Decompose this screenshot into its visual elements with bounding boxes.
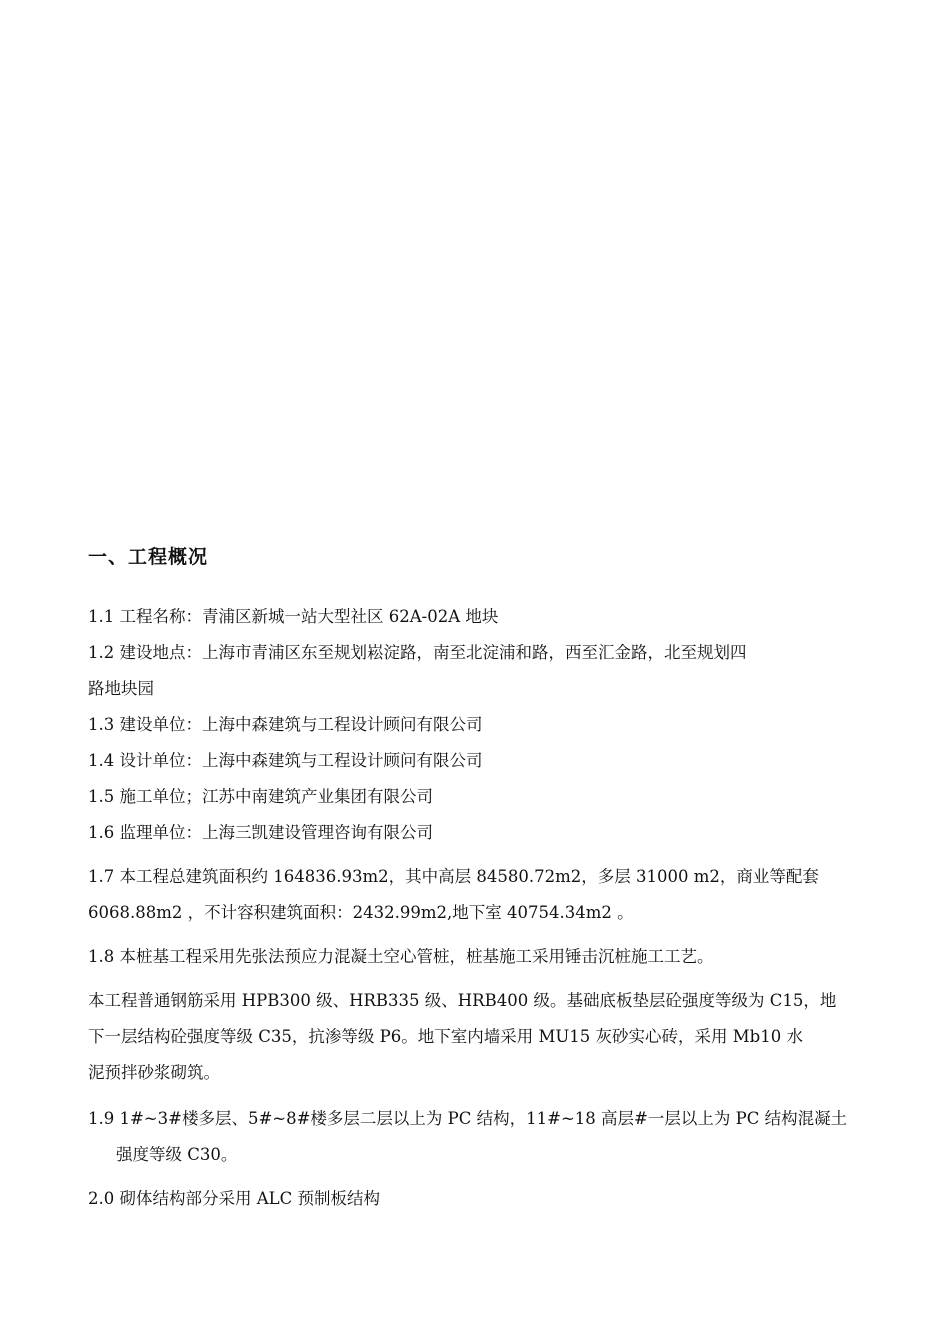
site-location-continued-line: 路地块园: [88, 679, 154, 698]
pc-structure-line: 1.9 1#~3#楼多层、5#~8#楼多层二层以上为 PC 结构，11#~18 高层#一层以上为 PC 结构混凝土: [88, 1109, 848, 1128]
site-location-line: 1.2 建设地点：上海市青浦区东至规划崧淀路，南至北淀浦和路，西至汇金路，北至规划四: [88, 643, 747, 662]
rebar-continued-line-2: 泥预拌砂浆砌筑。: [88, 1063, 220, 1082]
section-heading: 一、工程概况: [88, 546, 209, 568]
designer-line: 1.4 设计单位：上海中森建筑与工程设计顾问有限公司: [88, 751, 483, 770]
masonry-line: 2.0 砌体结构部分采用 ALC 预制板结构: [88, 1189, 380, 1208]
owner-line: 1.3 建设单位：上海中森建筑与工程设计顾问有限公司: [88, 715, 483, 734]
project-name-line: 1.1 工程名称：青浦区新城一站大型社区 62A-02A 地块: [88, 607, 499, 626]
pile-foundation-line: 1.8 本桩基工程采用先张法预应力混凝土空心管桩，桩基施工采用锤击沉桩施工工艺。: [88, 947, 714, 966]
rebar-line: 本工程普通钢筋采用 HPB300 级、HRB335 级、HRB400 级。基础底板垫层砼强度等级为 C15，地: [88, 991, 837, 1010]
area-continued-line: 6068.88m2 ，不计容积建筑面积：2432.99m2,地下室 40754.34m2 。: [88, 903, 634, 922]
supervisor-line: 1.6 监理单位：上海三凯建设管理咨询有限公司: [88, 823, 433, 842]
pc-structure-continued-line: 强度等级 C30。: [116, 1145, 238, 1164]
area-line: 1.7 本工程总建筑面积约 164836.93m2，其中高层 84580.72m2，多层 31000 m2，商业等配套: [88, 867, 819, 886]
rebar-continued-line: 下一层结构砼强度等级 C35，抗渗等级 P6。地下室内墙采用 MU15 灰砂实心砖，采用 Mb10 水: [88, 1027, 803, 1046]
contractor-line: 1.5 施工单位；江苏中南建筑产业集团有限公司: [88, 787, 433, 806]
